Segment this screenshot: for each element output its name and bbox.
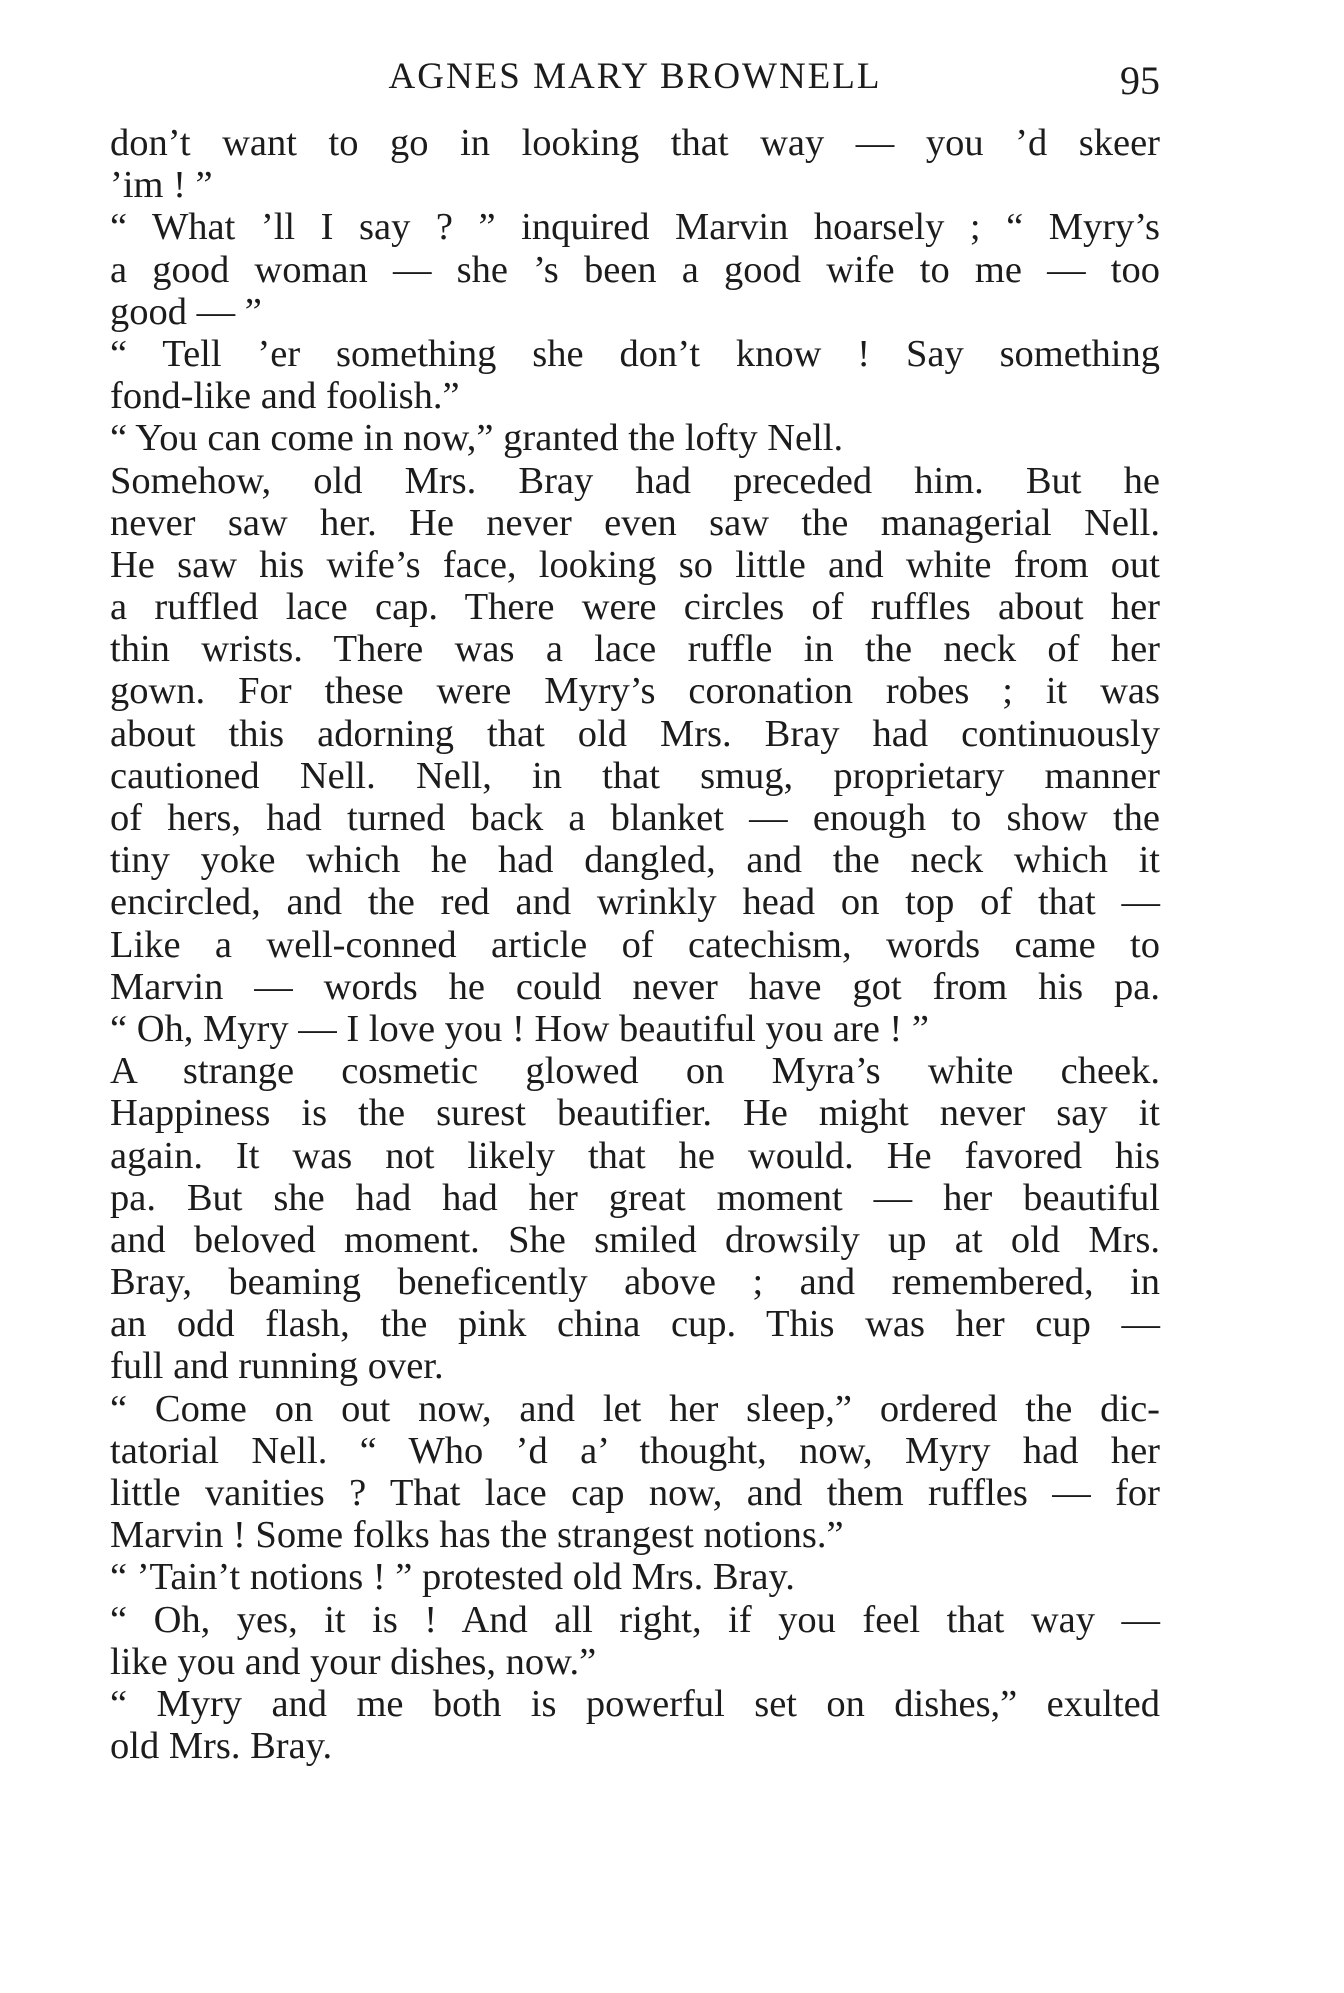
text-line: Marvin ! Some folks has the strangest notions.”	[110, 1514, 844, 1557]
text-line: ’im ! ”	[110, 164, 213, 207]
page-number: 95	[1120, 58, 1160, 103]
running-head	[110, 52, 1160, 102]
text-line: “ Oh, Myry — I love you ! How beautiful you are ! ”	[110, 1007, 929, 1050]
text-line: “ Come on out now, and let her sleep,” ordered the dic-	[110, 1387, 1160, 1430]
text-line: little vanities ? That lace cap now, and them ruffles — for	[110, 1472, 1160, 1514]
text-line: “ ’Tain’t notions ! ” protested old Mrs. Bray.	[110, 1556, 795, 1599]
text-line: A strange cosmetic glowed on Myra’s white cheek.	[110, 1050, 1160, 1093]
text-line: “ Oh, yes, it is ! And all right, if you feel that way —	[110, 1598, 1160, 1641]
text-line: good — ”	[110, 290, 262, 333]
text-line: again. It was not likely that he would. He favored his	[110, 1134, 1160, 1177]
text-line: “ You can come in now,” granted the lofty Nell.	[110, 417, 844, 460]
text-line: pa. But she had had her great moment — her beautiful	[110, 1176, 1160, 1219]
text-line: tiny yoke which he had dangled, and the neck which it	[110, 839, 1160, 882]
text-line: full and running over.	[110, 1345, 444, 1388]
text-line: Like a well-conned article of catechism, words came to	[110, 923, 1160, 966]
text-line: and beloved moment. She smiled drowsily up at old Mrs.	[110, 1218, 1160, 1261]
text-line: a good woman — she ’s been a good wife to me — too	[110, 248, 1160, 291]
text-line: cautioned Nell. Nell, in that smug, proprietary manner	[110, 754, 1160, 797]
text-line: thin wrists. There was a lace ruffle in the neck of her	[110, 628, 1160, 671]
text-line: Happiness is the surest beautifier. He might never say it	[110, 1092, 1160, 1135]
text-line: Somehow, old Mrs. Bray had preceded him. But he	[110, 459, 1160, 502]
text-line: never saw her. He never even saw the managerial Nell.	[110, 501, 1160, 544]
text-line: a ruffled lace cap. There were circles of ruffles about her	[110, 586, 1160, 629]
text-line: tatorial Nell. “ Who ’d a’ thought, now, Myry had her	[110, 1429, 1160, 1472]
text-line: don’t want to go in looking that way — you ’d skeer	[110, 122, 1160, 164]
text-line: like you and your dishes, now.”	[110, 1640, 597, 1683]
running-title: AGNES MARY BROWNELL	[388, 56, 882, 97]
text-line: “ Myry and me both is powerful set on dishes,” exulted	[110, 1682, 1160, 1725]
text-line: Bray, beaming beneficently above ; and remembered, in	[110, 1261, 1160, 1304]
body-text	[110, 122, 1160, 1767]
text-line: fond-like and foolish.”	[110, 375, 460, 418]
text-line: gown. For these were Myry’s coronation robes ; it was	[110, 670, 1160, 713]
text-line: “ What ’ll I say ? ” inquired Marvin hoarsely ; “ Myry’s	[110, 206, 1160, 249]
text-line: He saw his wife’s face, looking so little and white from out	[110, 543, 1160, 586]
text-line: Marvin — words he could never have got from his pa.	[110, 965, 1160, 1008]
text-line: old Mrs. Bray.	[110, 1725, 333, 1768]
text-line: of hers, had turned back a blanket — enough to show the	[110, 797, 1160, 839]
text-line: an odd flash, the pink china cup. This was her cup —	[110, 1303, 1160, 1346]
text-line: “ Tell ’er something she don’t know ! Say something	[110, 332, 1160, 375]
text-line: encircled, and the red and wrinkly head on top of that —	[110, 881, 1160, 924]
text-line: about this adorning that old Mrs. Bray had continuously	[110, 712, 1160, 755]
